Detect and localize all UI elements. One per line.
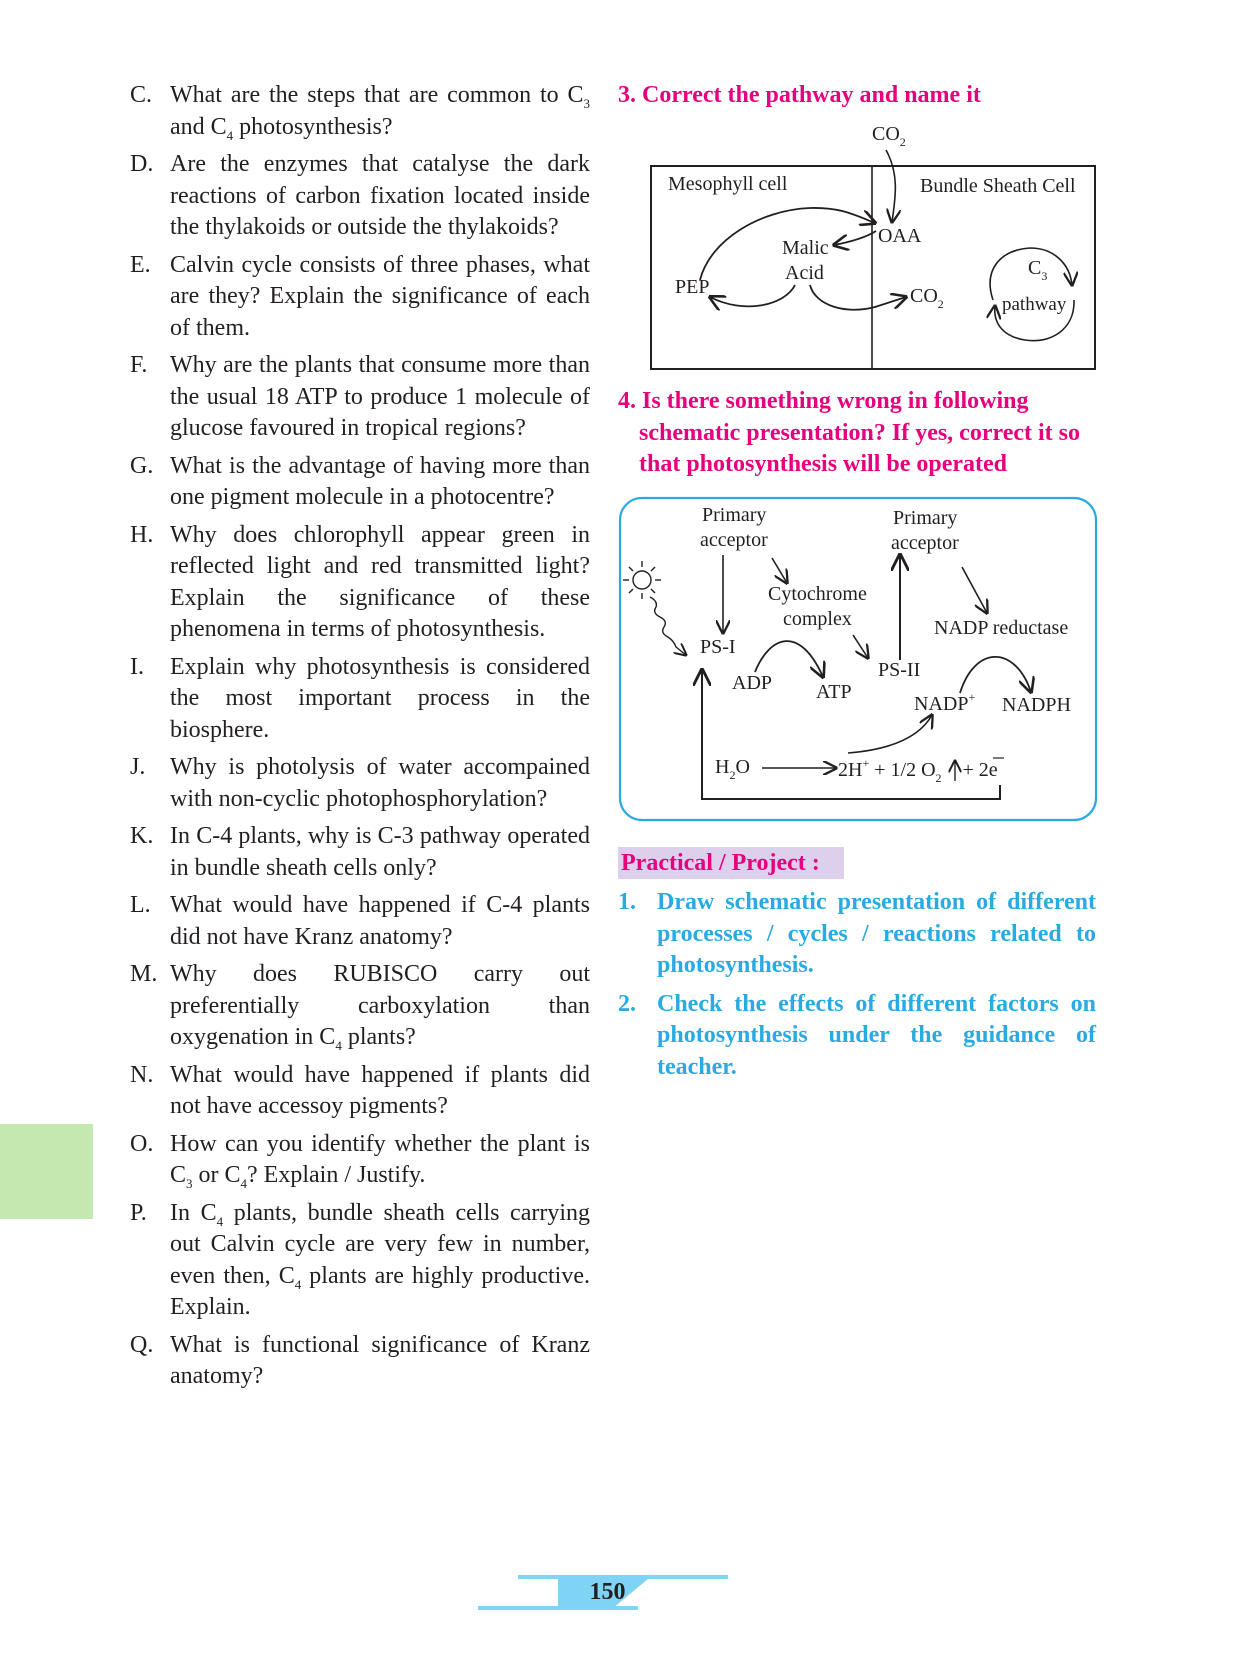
adp-label: ADP (732, 672, 773, 694)
practical-list (618, 887, 1096, 1090)
question-text-part: In C-4 plants, why is C-3 pathway operated in bundle sheath cells only? (170, 823, 590, 881)
question-text-part: Why is photolysis of water accompained with non-cyclic photophosphorylation? (170, 754, 590, 812)
question-text-part: In C (170, 1199, 217, 1226)
section3-heading: 3. Correct the pathway and name it (618, 82, 981, 108)
question-text-part: or C (192, 1162, 241, 1188)
nadp-reductase-label: NADP reductase (934, 617, 1069, 639)
question-item (130, 821, 590, 884)
question-text-part: Explain why photosynthesis is considered the most important process in the biosphere. (170, 653, 590, 743)
question-text (170, 80, 590, 143)
pep-label: PEP (675, 276, 710, 298)
c3-label: $C_3$ (1028, 257, 1048, 283)
section4-block (618, 386, 1098, 481)
question-text-part: Why are the plants that consume more than the usual 18 ATP to produce 1 molecule of glucose favoured in tropical regions? (170, 352, 590, 441)
question-text (170, 821, 590, 884)
subscript: 3 (186, 1175, 193, 1191)
electron-to-nadp-arrow (848, 715, 932, 753)
h2o-label: $H_2O$ (715, 756, 750, 782)
question-label: K. (130, 823, 154, 849)
practical-item-text: Draw schematic presentation of different processes / cycles / reactions related to photosynthesis. (657, 889, 1096, 978)
cytochrome-label: Cytochrome (768, 583, 867, 605)
question-text-part: plants? (341, 1024, 416, 1050)
question-label: H. (130, 521, 154, 548)
subscript: 4 (335, 1037, 342, 1053)
c4-pathway-diagram (600, 120, 1120, 380)
cytochrome-to-ps2-arrow (853, 635, 868, 658)
ps1-label: PS-I (700, 636, 736, 658)
primary-acceptor1-line1: Primary (702, 504, 767, 526)
ps2-label: PS-II (878, 659, 921, 681)
practical-item (618, 887, 1096, 982)
question-label: P. (130, 1199, 147, 1226)
malic-to-co2-arrow (810, 285, 906, 310)
question-text-part: ? Explain / Justify. (247, 1162, 426, 1188)
light-wave-arrow (650, 597, 686, 655)
practical-title: Practical / Project : (618, 847, 844, 879)
question-item (130, 451, 590, 514)
nadph-label: NADPH (1002, 694, 1071, 716)
nadp-to-nadph-arrow (960, 657, 1031, 693)
question-label: L. (130, 892, 151, 918)
malic-to-pep-arrow (710, 285, 795, 306)
question-item (130, 959, 590, 1054)
question-item (130, 1198, 590, 1324)
co2-top-label: $CO_2$ (872, 123, 906, 149)
question-text (170, 149, 590, 244)
oaa-to-malic-arrow (834, 231, 876, 245)
question-text (170, 1198, 590, 1324)
question-item (130, 250, 590, 345)
side-tab (0, 1124, 93, 1219)
question-label: F. (130, 352, 148, 378)
question-item (130, 1060, 590, 1123)
primary-acceptor2-line2: acceptor (891, 532, 959, 554)
question-label: M. (130, 961, 158, 987)
question-text (170, 1129, 590, 1192)
question-text-part: What is the advantage of having more than one pigment molecule in a photocentre? (170, 452, 590, 510)
atp-label: ATP (816, 681, 852, 703)
subscript: 4 (226, 127, 234, 143)
question-label: D. (130, 151, 154, 177)
question-text (170, 752, 590, 815)
question-item (130, 149, 590, 244)
nadp-label: NADP+ (914, 690, 976, 715)
question-text (170, 250, 590, 345)
question-list (130, 80, 590, 1399)
subscript: 3 (583, 95, 590, 111)
practical-item-label: 2. (618, 990, 636, 1017)
question-text-part: How can you identify whether the plant is C (170, 1130, 590, 1188)
acid-label: Acid (785, 262, 824, 284)
question-text (170, 959, 590, 1054)
z-scheme-diagram (610, 495, 1110, 825)
malic-label: Malic (782, 237, 829, 259)
question-text-part: What would have happened if plants did not have accessoy pigments? (170, 1061, 590, 1119)
question-label: C. (130, 82, 153, 108)
question-text (170, 520, 590, 646)
question-item (130, 350, 590, 445)
subscript: 4 (216, 1213, 224, 1229)
right-column (618, 80, 1098, 112)
question-text-part: plants are highly productive. Explain. (170, 1262, 591, 1320)
question-item (130, 652, 590, 747)
subscript: 4 (294, 1276, 302, 1292)
complex-label: complex (783, 608, 852, 630)
mesophyll-label: Mesophyll cell (668, 173, 788, 195)
question-text-part: plants, bundle sheath cells carrying out Calvin cycle are very few in number, even then, C (170, 1199, 591, 1289)
question-text (170, 1330, 590, 1393)
practical-item (618, 989, 1096, 1084)
practical-item-label: 1. (618, 889, 636, 915)
question-item (130, 1330, 590, 1393)
question-text (170, 451, 590, 514)
question-text-part: and C (170, 113, 227, 140)
question-item (130, 752, 590, 815)
subscript: 4 (240, 1175, 248, 1191)
co2-arrow (886, 150, 895, 222)
to-cytochrome-arrow (772, 558, 787, 583)
water-split-equation: 2H+ + 1/2 $O_2 + 2e$ (838, 756, 998, 785)
pathway-label: pathway (1002, 294, 1067, 315)
question-text (170, 350, 590, 445)
question-text-part: Calvin cycle consists of three phases, what are they? Explain the significance of each of them. (170, 251, 590, 341)
oaa-label: OAA (878, 225, 922, 247)
primary-acceptor2-line1: Primary (893, 507, 958, 529)
question-label: I. (130, 653, 144, 680)
question-text-part: Why does chlorophyll appear green in reflected light and red transmitted light? Explain the significance of these phenomena in terms of photosynthesis. (170, 521, 590, 642)
question-text (170, 1060, 590, 1123)
question-text-part: Are the enzymes that catalyse the dark reactions of carbon fixation located inside the thylakoids or outside the thylakoids? (170, 151, 590, 240)
question-text (170, 890, 590, 953)
question-text-part: Why does RUBISCO carry out preferentially carboxylation than oxygenation in C (170, 961, 590, 1050)
question-item (130, 1129, 590, 1192)
acceptor2-to-reductase-arrow (962, 567, 987, 613)
question-item (130, 890, 590, 953)
question-label: Q. (130, 1331, 154, 1358)
question-item (130, 520, 590, 646)
question-item (130, 80, 590, 143)
sun-icon (623, 561, 661, 599)
question-text-part: What are the steps that are common to C (170, 82, 584, 108)
question-label: J. (130, 754, 146, 780)
page-number: 150 (589, 1579, 626, 1605)
section4-heading: 4. Is there something wrong in following schematic presentation? If yes, correct it so that photosynthesis will be operated (618, 388, 1080, 477)
question-label: O. (130, 1130, 154, 1157)
question-text-part: What would have happened if C-4 plants did not have Kranz anatomy? (170, 892, 590, 950)
question-label: N. (130, 1061, 154, 1088)
primary-acceptor1-line2: acceptor (700, 529, 768, 551)
practical-item-text: Check the effects of different factors on photosynthesis under the guidance of teacher. (657, 990, 1096, 1080)
question-label: E. (130, 251, 151, 278)
question-text-part: photosynthesis? (233, 113, 393, 140)
co2-mid-label: $CO_2$ (910, 285, 944, 311)
question-text (170, 652, 590, 747)
question-label: G. (130, 452, 154, 479)
question-text-part: What is functional significance of Kranz anatomy? (170, 1331, 590, 1389)
bundle-sheath-label: Bundle Sheath Cell (920, 175, 1076, 197)
